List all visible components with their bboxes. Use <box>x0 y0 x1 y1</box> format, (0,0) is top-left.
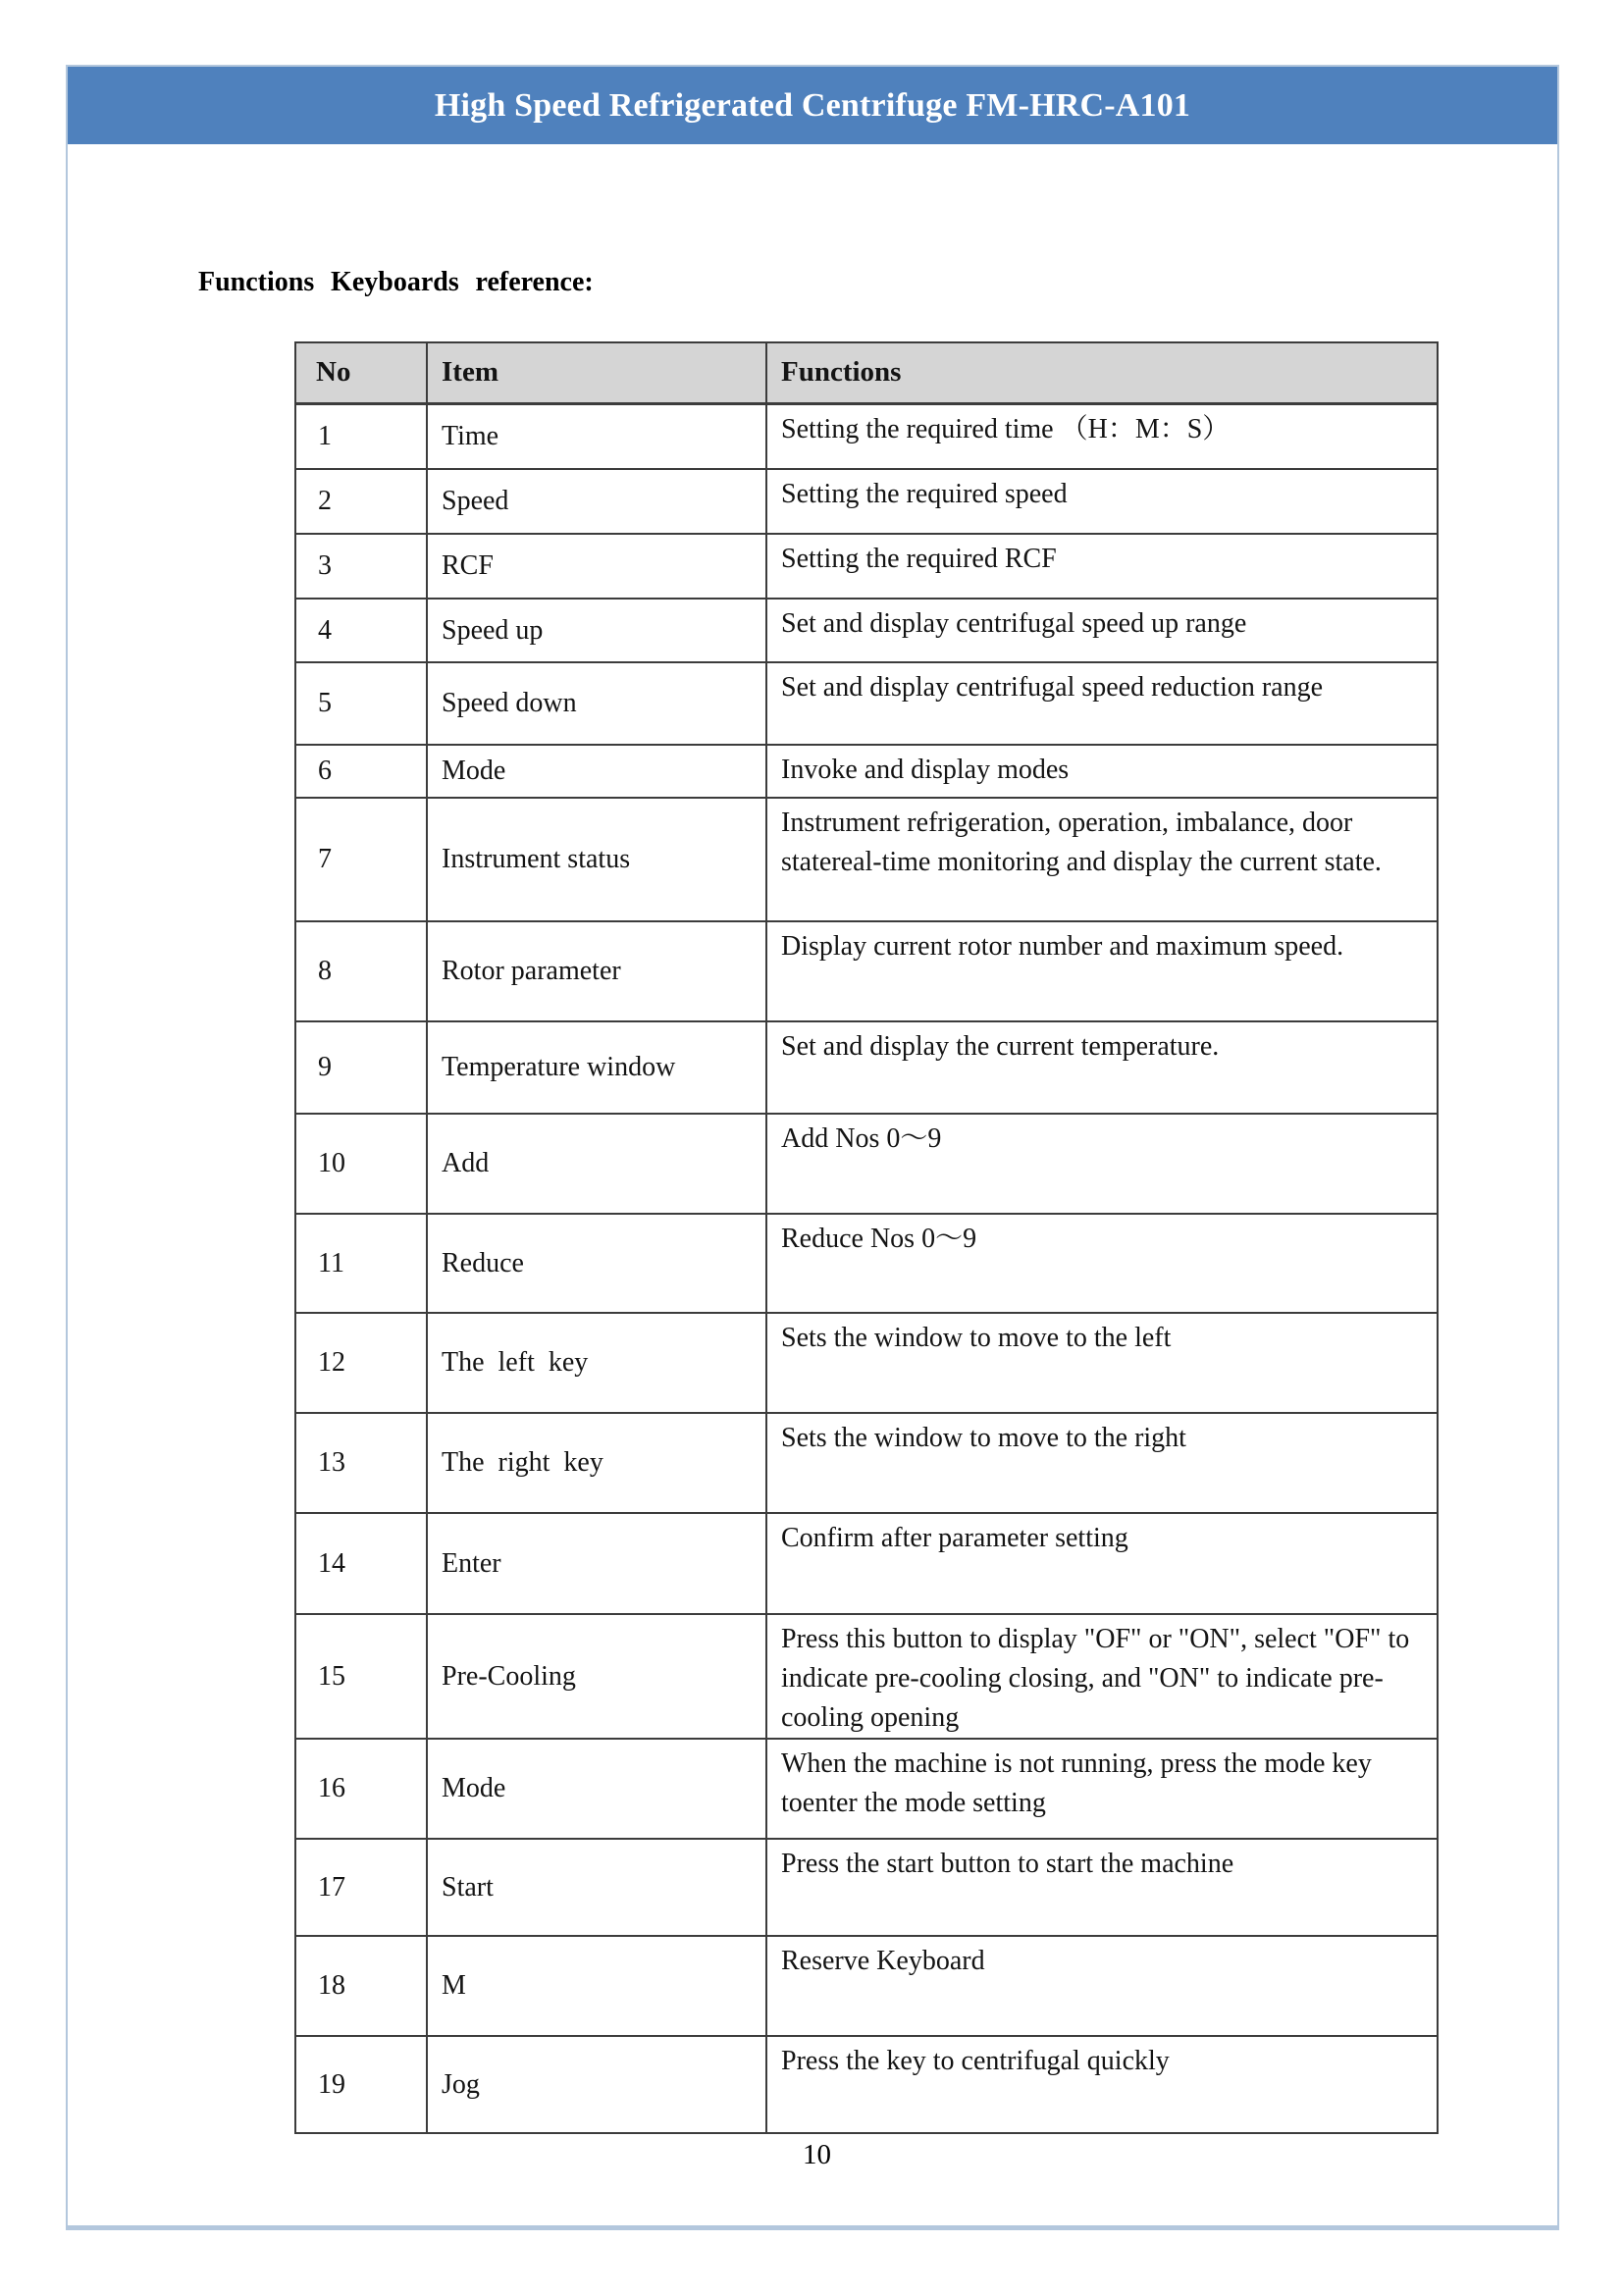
cell-functions: Reserve Keyboard <box>766 1936 1438 2036</box>
cell-functions: Invoke and display modes <box>766 745 1438 798</box>
table-header-row <box>295 342 1438 403</box>
cell-functions: When the machine is not running, press the mode key toenter the mode setting <box>766 1739 1438 1839</box>
table-row <box>295 745 1438 798</box>
cell-functions: Press the start button to start the machine <box>766 1839 1438 1936</box>
cell-no: 7 <box>295 798 427 921</box>
table-row <box>295 1114 1438 1214</box>
cell-functions: Add Nos 0～9 <box>766 1114 1438 1214</box>
column-header-item: Item <box>427 342 766 403</box>
cell-functions: Instrument refrigeration, operation, imbalance, door statereal-time monitoring and display the current state. <box>766 798 1438 921</box>
column-header-functions: Functions <box>766 342 1438 403</box>
functions-table <box>294 341 1439 2134</box>
cell-item: Reduce <box>427 1214 766 1313</box>
cell-functions: Confirm after parameter setting <box>766 1513 1438 1614</box>
cell-item: RCF <box>427 534 766 599</box>
cell-no: 8 <box>295 921 427 1021</box>
cell-no: 2 <box>295 469 427 534</box>
cell-functions: Display current rotor number and maximum speed. <box>766 921 1438 1021</box>
table-row <box>295 1021 1438 1114</box>
cell-item: Start <box>427 1839 766 1936</box>
cell-no: 10 <box>295 1114 427 1214</box>
cell-no: 12 <box>295 1313 427 1413</box>
table-row <box>295 1513 1438 1614</box>
cell-functions: Press this button to display "OF" or "ON", select "OF" to indicate pre-cooling closing, and "ON" to indicate pre-cooling opening <box>766 1614 1438 1739</box>
table-row <box>295 1739 1438 1839</box>
cell-item: Mode <box>427 1739 766 1839</box>
cell-functions: Sets the window to move to the left <box>766 1313 1438 1413</box>
table-row <box>295 534 1438 599</box>
cell-item: Jog <box>427 2036 766 2133</box>
document-title: High Speed Refrigerated Centrifuge FM-HRC-A101 <box>434 86 1191 124</box>
cell-no: 13 <box>295 1413 427 1513</box>
cell-item: Mode <box>427 745 766 798</box>
table-row <box>295 798 1438 921</box>
table-row <box>295 403 1438 469</box>
cell-item: Time <box>427 403 766 469</box>
cell-functions: Set and display the current temperature. <box>766 1021 1438 1114</box>
table-row <box>295 469 1438 534</box>
table-row <box>295 1413 1438 1513</box>
cell-item: Rotor parameter <box>427 921 766 1021</box>
cell-functions: Reduce Nos 0～9 <box>766 1214 1438 1313</box>
cell-no: 5 <box>295 662 427 745</box>
cell-functions: Set and display centrifugal speed reduction range <box>766 662 1438 745</box>
cell-item: Speed <box>427 469 766 534</box>
cell-no: 15 <box>295 1614 427 1739</box>
cell-no: 14 <box>295 1513 427 1614</box>
table-row <box>295 1614 1438 1739</box>
cell-item: Instrument status <box>427 798 766 921</box>
cell-no: 19 <box>295 2036 427 2133</box>
cell-no: 9 <box>295 1021 427 1114</box>
cell-no: 17 <box>295 1839 427 1936</box>
cell-functions: Setting the required time （H：M：S） <box>766 403 1438 469</box>
cell-item: Pre-Cooling <box>427 1614 766 1739</box>
page-number: 10 <box>803 2139 831 2170</box>
cell-item: Speed up <box>427 599 766 662</box>
cell-functions: Set and display centrifugal speed up range <box>766 599 1438 662</box>
column-header-no: No <box>295 342 427 403</box>
table-row <box>295 1839 1438 1936</box>
document-header-bar <box>68 67 1557 144</box>
cell-no: 1 <box>295 403 427 469</box>
table-row <box>295 1313 1438 1413</box>
cell-item: The right key <box>427 1413 766 1513</box>
table-row <box>295 921 1438 1021</box>
cell-item: The left key <box>427 1313 766 1413</box>
cell-no: 4 <box>295 599 427 662</box>
cell-item: Enter <box>427 1513 766 1614</box>
cell-no: 16 <box>295 1739 427 1839</box>
cell-no: 11 <box>295 1214 427 1313</box>
cell-functions: Sets the window to move to the right <box>766 1413 1438 1513</box>
table-row <box>295 1936 1438 2036</box>
cell-functions: Press the key to centrifugal quickly <box>766 2036 1438 2133</box>
table-body <box>295 403 1438 2133</box>
cell-functions: Setting the required RCF <box>766 534 1438 599</box>
table-row <box>295 2036 1438 2133</box>
cell-no: 18 <box>295 1936 427 2036</box>
cell-no: 6 <box>295 745 427 798</box>
table-row <box>295 662 1438 745</box>
table-row <box>295 599 1438 662</box>
table-row <box>295 1214 1438 1313</box>
cell-no: 3 <box>295 534 427 599</box>
cell-functions: Setting the required speed <box>766 469 1438 534</box>
cell-item: Speed down <box>427 662 766 745</box>
cell-item: Add <box>427 1114 766 1214</box>
cell-item: M <box>427 1936 766 2036</box>
section-heading: Functions Keyboards reference: <box>198 267 594 297</box>
cell-item: Temperature window <box>427 1021 766 1114</box>
